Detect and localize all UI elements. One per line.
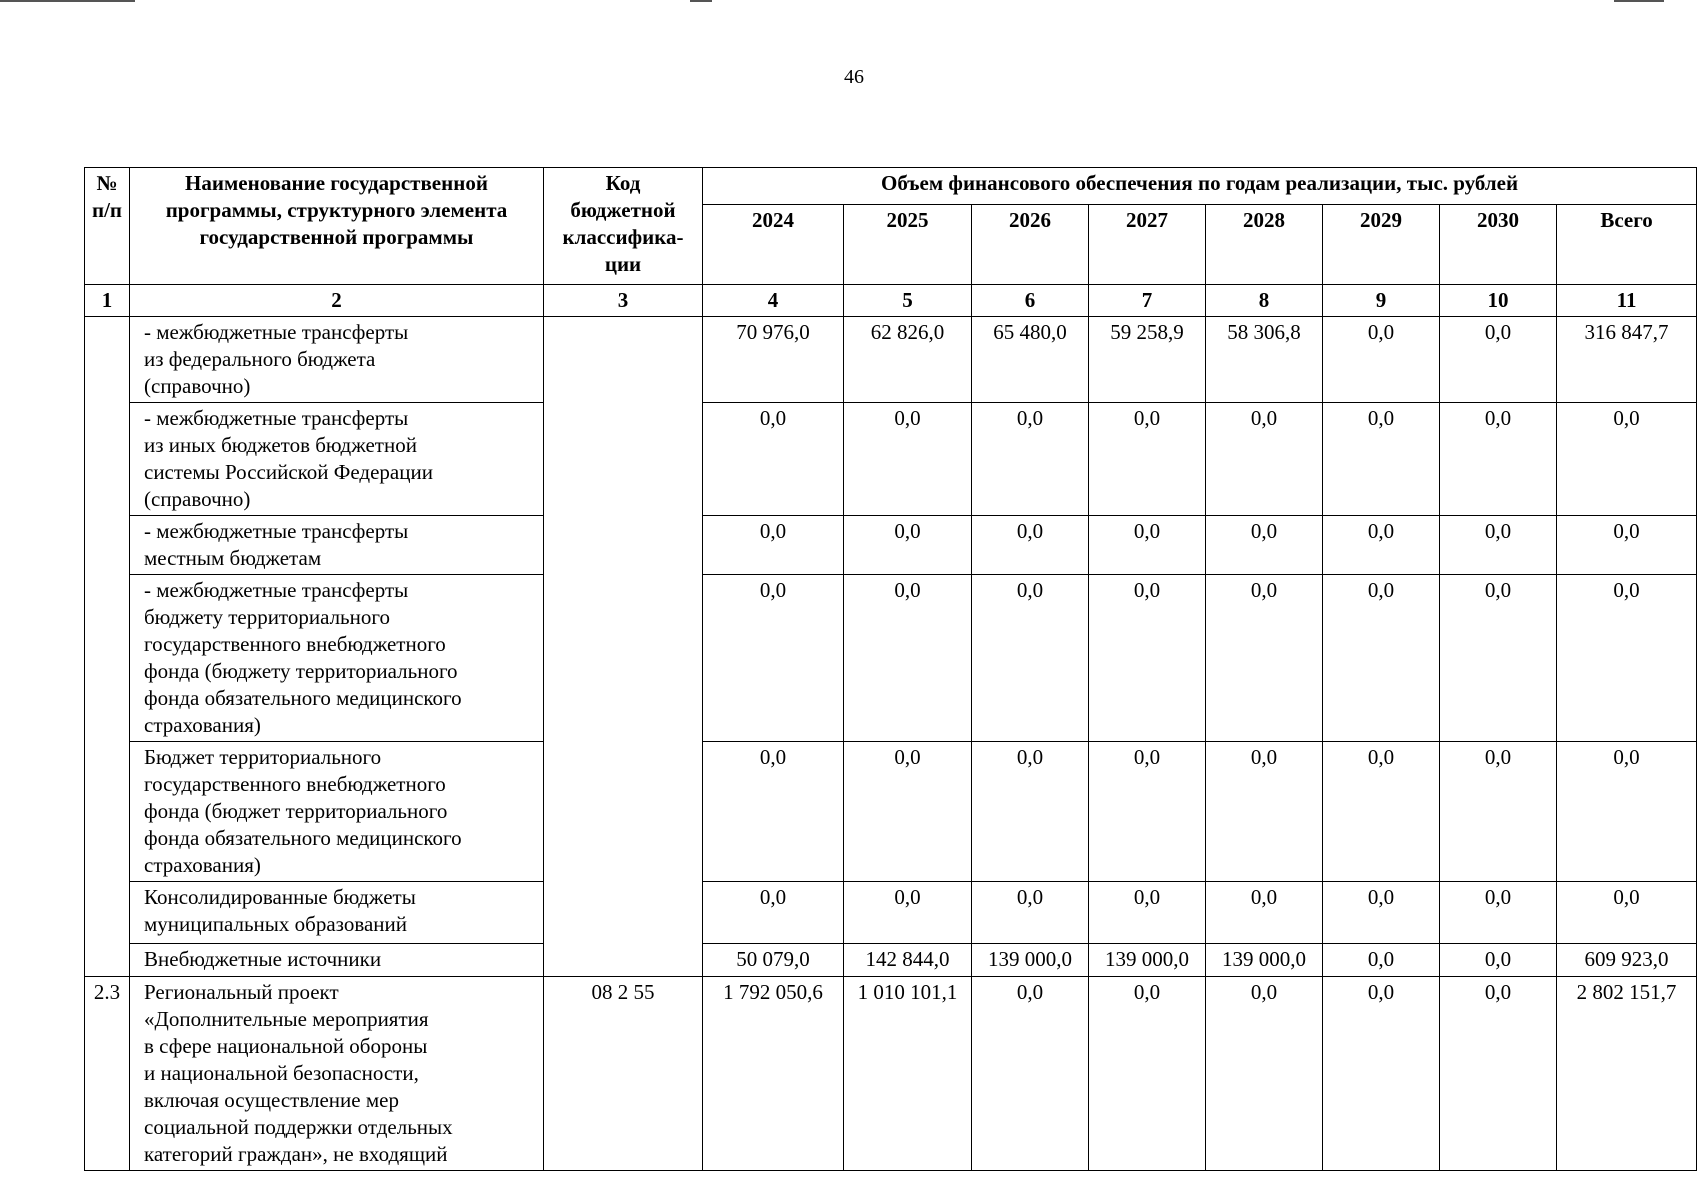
value-cell: 58 306,8 <box>1206 317 1323 403</box>
value-cell: 65 480,0 <box>972 317 1089 403</box>
value-cell: 0,0 <box>1206 882 1323 944</box>
value-cell: 1 010 101,1 <box>844 977 972 1171</box>
value-cell: 0,0 <box>972 516 1089 575</box>
value-cell: 62 826,0 <box>844 317 972 403</box>
table-row <box>85 317 1697 403</box>
row-name: Региональный проект «Дополнительные мероприятия в сфере национальной обороны и национальной безопасности, включая осуществление мер социальной поддержки отдельных категорий граждан», не входящий <box>130 977 544 1171</box>
header-funding-volume: Объем финансового обеспечения по годам реализации, тыс. рублей <box>703 168 1697 205</box>
row-name: Бюджет территориального государственного внебюджетного фонда (бюджет территориального фонда обязательного медицинского страхования) <box>130 742 544 882</box>
column-numbers-row <box>85 285 1697 317</box>
total-cell: 0,0 <box>1557 575 1697 742</box>
value-cell: 0,0 <box>703 403 844 516</box>
row-name: - межбюджетные трансферты из иных бюджетов бюджетной системы Российской Федерации (справочно) <box>130 403 544 516</box>
value-cell: 0,0 <box>1323 944 1440 977</box>
value-cell: 139 000,0 <box>1089 944 1206 977</box>
row-name: Внебюджетные источники <box>130 944 544 977</box>
column-number: 11 <box>1557 285 1697 317</box>
value-cell: 0,0 <box>1089 516 1206 575</box>
value-cell: 0,0 <box>1323 317 1440 403</box>
value-cell: 0,0 <box>844 516 972 575</box>
value-cell: 0,0 <box>1440 403 1557 516</box>
value-cell: 0,0 <box>1089 977 1206 1171</box>
value-cell: 0,0 <box>1323 516 1440 575</box>
column-number: 2 <box>130 285 544 317</box>
value-cell: 0,0 <box>972 403 1089 516</box>
table-row <box>85 882 1697 944</box>
header-year: 2030 <box>1440 205 1557 285</box>
header-year: 2024 <box>703 205 844 285</box>
table-row <box>85 516 1697 575</box>
value-cell: 0,0 <box>1089 882 1206 944</box>
column-number: 4 <box>703 285 844 317</box>
column-number: 6 <box>972 285 1089 317</box>
total-cell: 609 923,0 <box>1557 944 1697 977</box>
table-row <box>85 977 1697 1171</box>
table-row <box>85 575 1697 742</box>
value-cell: 0,0 <box>1440 882 1557 944</box>
value-cell: 59 258,9 <box>1089 317 1206 403</box>
row-name: - межбюджетные трансферты местным бюджетам <box>130 516 544 575</box>
row-number: 2.3 <box>85 977 130 1171</box>
value-cell: 0,0 <box>1206 403 1323 516</box>
row-name: - межбюджетные трансферты из федерального бюджета (справочно) <box>130 317 544 403</box>
value-cell: 0,0 <box>844 882 972 944</box>
value-cell: 0,0 <box>1089 742 1206 882</box>
table-body <box>85 317 1697 1171</box>
value-cell: 0,0 <box>1206 516 1323 575</box>
value-cell: 70 976,0 <box>703 317 844 403</box>
value-cell: 142 844,0 <box>844 944 972 977</box>
value-cell: 0,0 <box>703 742 844 882</box>
value-cell: 0,0 <box>1323 977 1440 1171</box>
value-cell: 0,0 <box>1323 403 1440 516</box>
row-name: - межбюджетные трансферты бюджету территориального государственного внебюджетного фонда (бюджету территориального фонда обязательного медицинского страхования) <box>130 575 544 742</box>
header-year: 2025 <box>844 205 972 285</box>
header-number: № п/п <box>85 168 130 285</box>
header-name: Наименование государственной программы, структурного элемента государственной программы <box>130 168 544 285</box>
row-budget-code <box>544 317 703 977</box>
value-cell: 0,0 <box>1206 977 1323 1171</box>
column-number: 7 <box>1089 285 1206 317</box>
value-cell: 139 000,0 <box>1206 944 1323 977</box>
value-cell: 0,0 <box>1206 742 1323 882</box>
value-cell: 0,0 <box>1440 516 1557 575</box>
scan-edge-line <box>1614 0 1664 2</box>
column-number: 10 <box>1440 285 1557 317</box>
page-number: 46 <box>844 66 864 88</box>
total-cell: 0,0 <box>1557 403 1697 516</box>
column-number: 1 <box>85 285 130 317</box>
value-cell: 1 792 050,6 <box>703 977 844 1171</box>
funding-table <box>84 167 1697 1171</box>
total-cell: 316 847,7 <box>1557 317 1697 403</box>
value-cell: 0,0 <box>972 575 1089 742</box>
value-cell: 0,0 <box>703 516 844 575</box>
column-number: 8 <box>1206 285 1323 317</box>
value-cell: 0,0 <box>1440 944 1557 977</box>
column-number: 3 <box>544 285 703 317</box>
value-cell: 0,0 <box>972 882 1089 944</box>
value-cell: 0,0 <box>1323 882 1440 944</box>
value-cell: 0,0 <box>1089 575 1206 742</box>
header-year: 2029 <box>1323 205 1440 285</box>
value-cell: 0,0 <box>1206 575 1323 742</box>
value-cell: 0,0 <box>1440 575 1557 742</box>
value-cell: 0,0 <box>1323 742 1440 882</box>
row-name: Консолидированные бюджеты муниципальных образований <box>130 882 544 944</box>
value-cell: 50 079,0 <box>703 944 844 977</box>
value-cell: 0,0 <box>703 575 844 742</box>
value-cell: 0,0 <box>844 742 972 882</box>
value-cell: 0,0 <box>1440 977 1557 1171</box>
value-cell: 0,0 <box>844 403 972 516</box>
total-cell: 0,0 <box>1557 516 1697 575</box>
row-number <box>85 317 130 977</box>
value-cell: 0,0 <box>1323 575 1440 742</box>
column-number: 5 <box>844 285 972 317</box>
table-row <box>85 742 1697 882</box>
value-cell: 139 000,0 <box>972 944 1089 977</box>
table-header <box>85 168 1697 317</box>
scan-edge-line <box>690 0 712 2</box>
total-cell: 0,0 <box>1557 882 1697 944</box>
value-cell: 0,0 <box>1440 317 1557 403</box>
value-cell: 0,0 <box>972 742 1089 882</box>
value-cell: 0,0 <box>1440 742 1557 882</box>
total-cell: 2 802 151,7 <box>1557 977 1697 1171</box>
header-year: 2028 <box>1206 205 1323 285</box>
total-cell: 0,0 <box>1557 742 1697 882</box>
row-budget-code: 08 2 55 <box>544 977 703 1171</box>
column-number: 9 <box>1323 285 1440 317</box>
header-total: Всего <box>1557 205 1697 285</box>
value-cell: 0,0 <box>972 977 1089 1171</box>
scan-edge-line <box>0 0 135 2</box>
table-row <box>85 944 1697 977</box>
header-year: 2026 <box>972 205 1089 285</box>
value-cell: 0,0 <box>703 882 844 944</box>
value-cell: 0,0 <box>1089 403 1206 516</box>
table-row <box>85 403 1697 516</box>
header-budget-code: Код бюджетной классифика- ции <box>544 168 703 285</box>
header-year: 2027 <box>1089 205 1206 285</box>
value-cell: 0,0 <box>844 575 972 742</box>
